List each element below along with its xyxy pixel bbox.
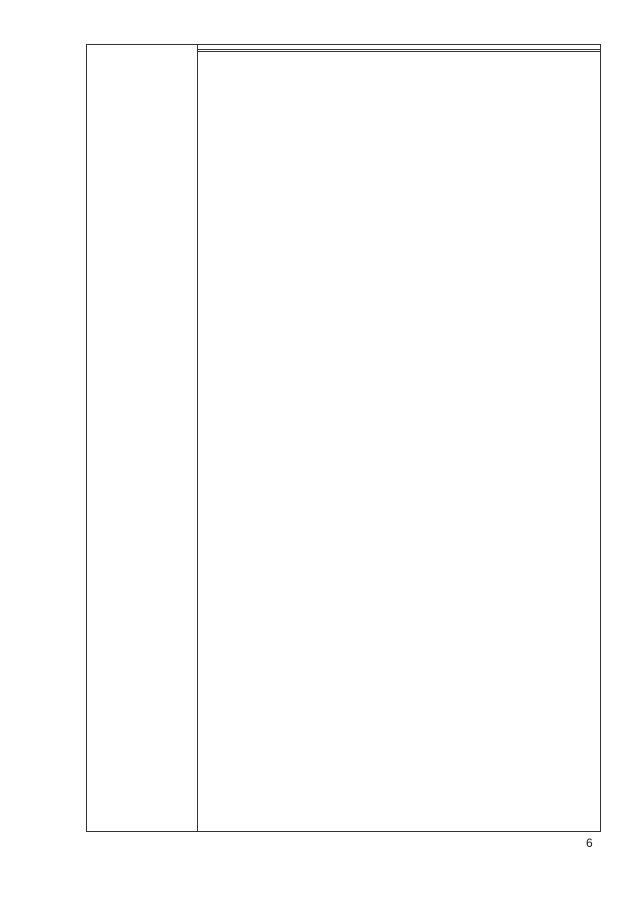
- document-table: [86, 44, 601, 832]
- scan-artifact: [240, 8, 300, 14]
- page-number: 6: [586, 836, 593, 850]
- left-column: [87, 45, 198, 831]
- row-divider-1: [198, 49, 600, 50]
- right-column: [198, 45, 600, 831]
- row-divider-2: [198, 51, 600, 52]
